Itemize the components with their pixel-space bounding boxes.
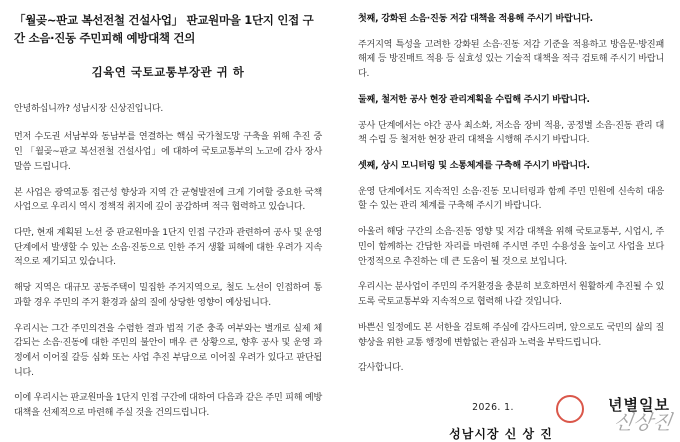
paragraph-left-3: 다만, 현재 계획된 노선 중 판교원마을 1단지 인접 구간과 관련하여 공사 및 운영 단계에서 발생할 수 있는 소음·진동으로 인한 주거 생활 피해에 대한 우려가 지속적으로 제기되고 있습니다. [14, 227, 322, 268]
paragraph-greeting: 안녕하십니까? 성남시장 신상진입니다. [14, 103, 164, 114]
paragraph-left-6: 이에 우리시는 판교원마을 1단지 인접 구간에 대하여 다음과 같은 주민 피해 예방대책을 선제적으로 마련해 주실 것을 건의드립니다. [14, 393, 322, 419]
signature-date: 2026. 1. [472, 401, 514, 413]
watermark-signature-script: 신상진 [612, 410, 674, 434]
paragraph-right-1: 주거지역 특성을 고려한 강화된 소음·진동 저감 기준을 적용하고 방음문·방진패 해제 등 방진매트 적용 등 실효성 있는 기술적 대책을 적극 검토해 주시기 바랍니다. [358, 39, 664, 80]
paragraph-closing: 감사합니다. [358, 363, 404, 374]
paragraph-right-heading-2: 둘째, 철저한 공사 현장 관리계획을 수립해 주시기 바랍니다. [358, 94, 590, 105]
document-column-left [0, 0, 340, 439]
paragraph-right-3: 운영 단계에서도 지속적인 소음·진동 모니터링과 함께 주민 민원에 신속히 대응할 수 있는 관리 체계를 구축해 주시기 바랍니다. [358, 186, 664, 212]
signature-name: 성남시장 신 상 진 [449, 426, 553, 441]
watermark-text: 년별일보 [608, 396, 670, 414]
paragraph-right-heading-1: 첫째, 강화된 소음·진동 저감 대책을 적용해 주시기 바랍니다. [358, 14, 593, 24]
paragraph-left-4: 해당 지역은 대규모 공동주택이 밀집한 주거지역으로, 철도 노선이 인접하여 통과할 경우 주민의 주거 환경과 삶의 질에 상당한 영향이 예상됩니다. [14, 283, 322, 308]
document-column-right [340, 0, 680, 439]
paragraph-right-5: 우리시는 분사업이 주민의 주거환경을 충분히 보호하면서 원활하게 추진될 수 있도록 국토교통부와 지속적으로 협력해 나갈 것입니다. [358, 282, 664, 308]
paragraph-right-2: 공사 단계에서는 야간 공사 최소화, 저소음 장비 적용, 공정별 소음·진동 관리 대책 수립 등 철저한 현장 관리 대책을 시행해 주시기 바랍니다. [358, 120, 664, 146]
paragraph-right-heading-3: 셋째, 상시 모니터링 및 소통체계를 구축해 주시기 바랍니다. [358, 161, 590, 172]
page-title: 「월곶~판교 복선전철 건설사업」 판교원마을 1단지 인접 구간 소음·진동 주민피해 예방대책 건의 [14, 13, 314, 45]
paragraph-left-5: 우리시는 그간 주민의견을 수렴한 결과 법적 기준 충족 여부와는 별개로 실제 체감되는 소음·진동에 대한 주민의 불안이 매우 큰 상황으로, 향후 공사 및 운영 과정에서 이어질 갈등 심화 또는 사업 추진 부담으로 이어질 우려가 있다고 판단됩니다. [14, 323, 322, 378]
paragraph-left-1: 먼저 수도권 서남부와 동남부를 연결하는 핵심 국가철도망 구축을 위해 추진 중인 「월곶~판교 복선전철 건설사업」에 대하여 국토교통부의 노고에 감사 장사 말씀 드립니다. [14, 132, 322, 172]
paragraph-left-2: 본 사업은 광역교통 접근성 향상과 지역 간 균형발전에 크게 기여할 중요한 국책사업으로 우리시 역시 정책적 취지에 깊이 공감하며 적극 협력하고 있습니다. [14, 187, 322, 213]
paragraph-right-4: 아울러 해당 구간의 소음·진동 영향 및 저감 대책을 위해 국토교통부, 시업시, 주민이 함께하는 간담한 자리를 마련해 주시면 주민 수용성을 높이고 사업을 보다 안정적으로 추진하는 데 큰 도움이 될 것으로 보입니다. [358, 227, 664, 267]
recipient-line: 김육연 국토교통부장관 귀 하 [91, 64, 245, 79]
paragraph-right-6: 바쁜신 일정에도 본 서한을 검토해 주심에 감사드리며, 앞으로도 국민의 삶의 질 향상을 위한 교통 행정에 변함없는 관심과 노력을 부탁드립니다. [358, 322, 664, 348]
